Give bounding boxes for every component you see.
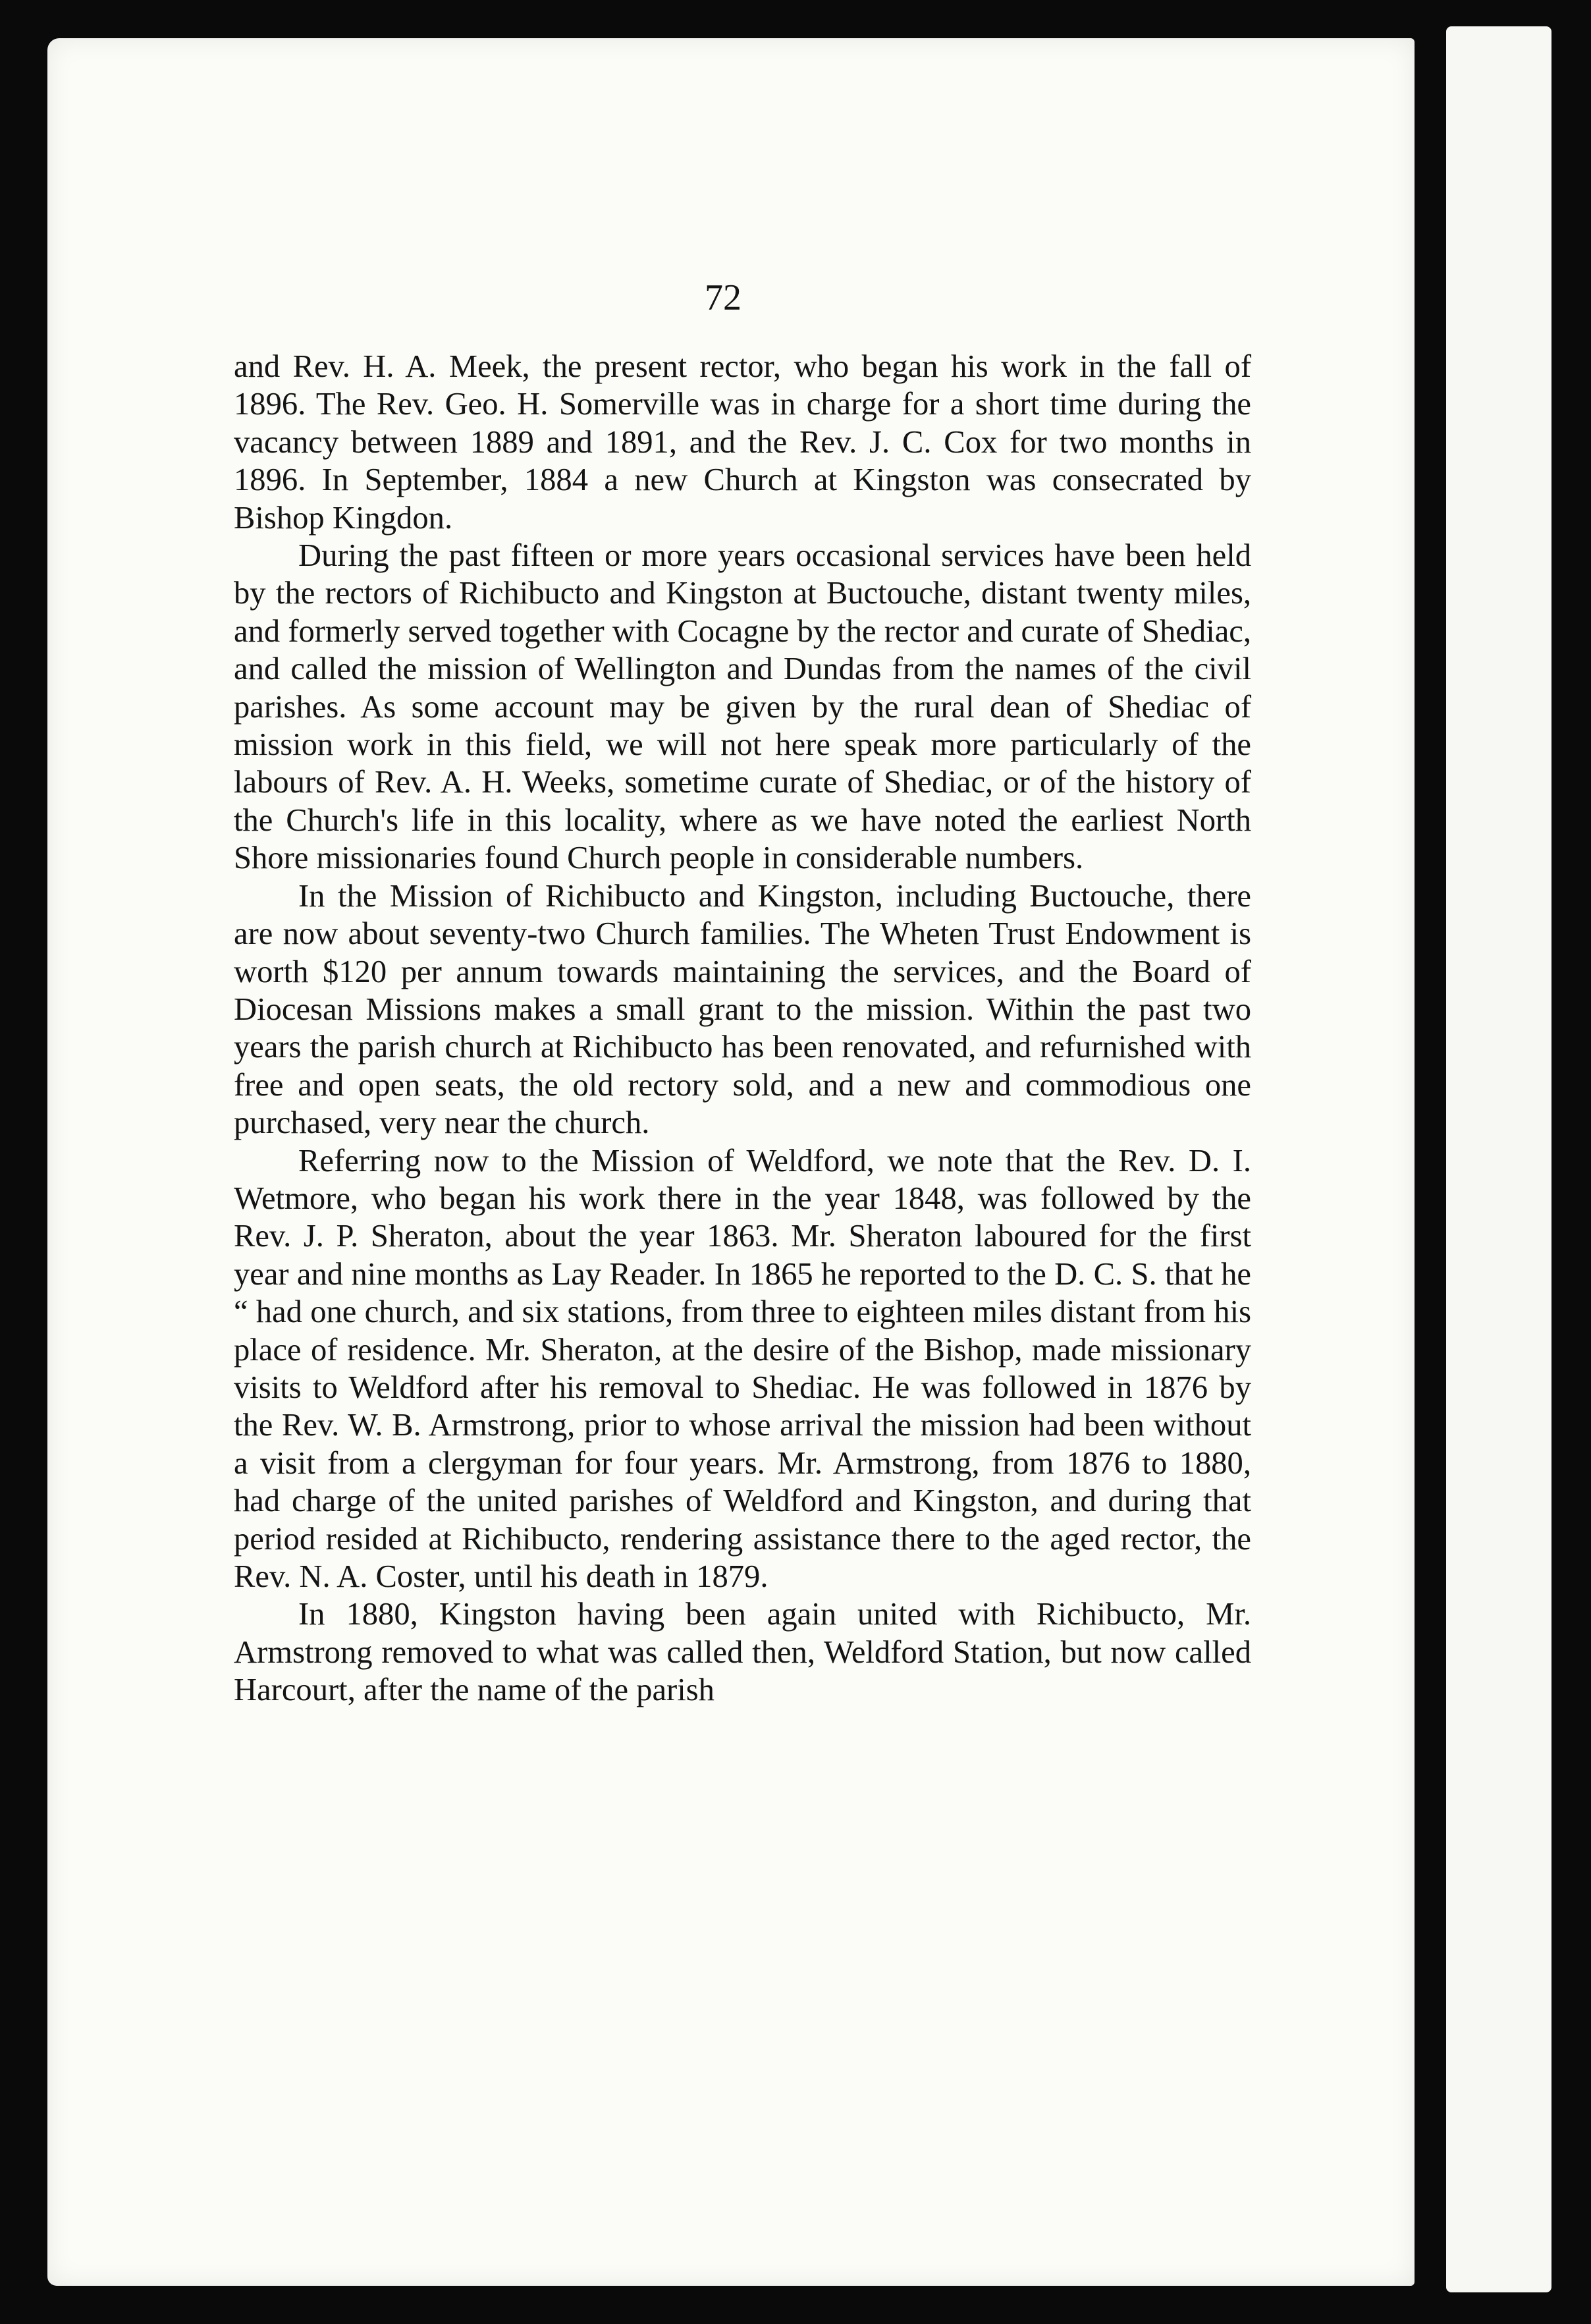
paragraph-5: In 1880, Kingston having been again united with Richibucto, Mr. Armstrong removed to what was called then, Weldford Station, but now called Harcourt, after the name of the parish [234,1596,1251,1708]
paragraph-4: Referring now to the Mission of Weldford, we note that the Rev. D. I. Wetmore, who began his work there in the year 1848, was followed by the Rev. J. P. Sheraton, about the year 1863. Mr. Sheraton laboured for the first year and nine months as Lay Reader. In 1865 he reported to the D. C. S. that he “ had one church, and six stations, from three to eighteen miles distant from his place of residence. Mr. Sheraton, at the desire of the Bishop, made missionary visits to Weldford after his removal to Shediac. He was followed in 1876 by the Rev. W. B. Armstrong, prior to whose arrival the mission had been without a visit from a clergyman for four years. Mr. Armstrong, from 1876 to 1880, had charge of the united parishes of Weldford and Kingston, and during that period resided at Richibucto, rendering assistance there to the aged rector, the Rev. N. A. Coster, until his death in 1879. [234,1142,1251,1594]
page-number: 72 [705,277,742,318]
next-page-edge [1446,26,1551,2292]
paragraph-3: In the Mission of Richibucto and Kingston, including Buctouche, there are now about seventy-two Church families. The Wheten Trust Endowment is worth $120 per annum towards maintaining the services, and the Board of Diocesan Missions makes a small grant to the mission. Within the past two years the parish church at Richibucto has been renovated, and refurnished with free and open seats, the old rectory sold, and a new and commodious one purchased, very near the church. [234,877,1251,1141]
page-body [234,348,1251,1709]
paragraph-1: and Rev. H. A. Meek, the present rector, who began his work in the fall of 1896. The Rev. Geo. H. Somerville was in charge for a short time during the vacancy between 1889 and 1891, and the Rev. J. C. Cox for two months in 1896. In September, 1884 a new Church at Kingston was consecrated by Bishop Kingdon. [234,348,1251,536]
paragraph-2: During the past fifteen or more years occasional services have been held by the rectors of Richibucto and Kingston at Buctouche, distant twenty miles, and formerly served together with Cocagne by the rector and curate of Shediac, and called the mission of Wellington and Dundas from the names of the civil parishes. As some account may be given by the rural dean of Shediac of mission work in this field, we will not here speak more particularly of the labours of Rev. A. H. Weeks, sometime curate of Shediac, or of the history of the Church's life in this locality, where as we have noted the earliest North Shore missionaries found Church people in considerable numbers. [234,538,1251,876]
